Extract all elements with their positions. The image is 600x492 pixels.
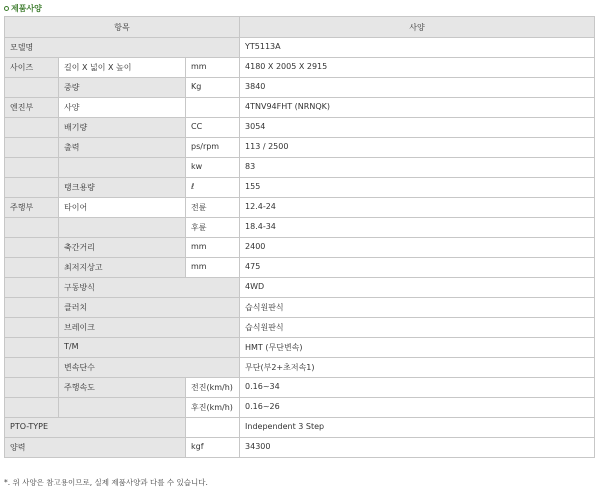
table-row: [5, 98, 595, 118]
sub-drive: 구동방식: [59, 278, 240, 298]
table-row: [5, 158, 595, 178]
unit-output: ps/rpm: [186, 138, 240, 158]
table-header-row: [5, 17, 595, 38]
unit-wheelbase: mm: [186, 238, 240, 258]
label-drivetrain: 주행부: [5, 198, 59, 218]
label-lift: 양력: [5, 438, 186, 458]
sub-weight: 중량: [59, 78, 186, 98]
unit-weight: Kg: [186, 78, 240, 98]
unit-size: mm: [186, 58, 240, 78]
section-title: 제품사양: [4, 3, 42, 15]
sub-tire: 타이어: [59, 198, 186, 218]
sub-displacement: 배기량: [59, 118, 186, 138]
sub-wheelbase: 축간거리: [59, 238, 186, 258]
value-speed-reverse: 0.16~26: [240, 398, 595, 418]
unit-tire-front: 전륜: [186, 198, 240, 218]
label-size: 사이즈: [5, 58, 59, 78]
table-row: [5, 38, 595, 58]
value-size: 4180 X 2005 X 2915: [240, 58, 595, 78]
unit-lift: kgf: [186, 438, 240, 458]
sub-size: 길이 X 넓이 X 높이: [59, 58, 186, 78]
value-tank: 155: [240, 178, 595, 198]
table-row: [5, 278, 595, 298]
value-tire-rear: 18.4-34: [240, 218, 595, 238]
table-row: [5, 318, 595, 338]
sub-clutch: 클러치: [59, 298, 240, 318]
label-pto: PTO-TYPE: [5, 418, 186, 438]
value-gears: 무단(부2+초저속1): [240, 358, 595, 378]
table-row: [5, 438, 595, 458]
spec-table: [4, 16, 595, 458]
circle-bullet-icon: [4, 6, 9, 11]
unit-tire-rear: 후륜: [186, 218, 240, 238]
table-row: [5, 58, 595, 78]
value-displacement: 3054: [240, 118, 595, 138]
value-engine: 4TNV94FHT (NRNQK): [240, 98, 595, 118]
table-row: [5, 358, 595, 378]
sub-tm: T/M: [59, 338, 240, 358]
table-row: [5, 218, 595, 238]
disclaimer-note: *. 위 사양은 참고용이므로, 실제 제품사양과 다를 수 있습니다.: [4, 478, 208, 487]
unit-tank: ℓ: [186, 178, 240, 198]
label-engine: 엔진부: [5, 98, 59, 118]
sub-engine: 사양: [59, 98, 186, 118]
header-item: 항목: [5, 17, 240, 38]
table-row: [5, 418, 595, 438]
sub-brake: 브레이크: [59, 318, 240, 338]
table-row: [5, 78, 595, 98]
value-tm: HMT (무단변속): [240, 338, 595, 358]
header-spec: 사양: [240, 17, 595, 38]
value-clutch: 습식원판식: [240, 298, 595, 318]
sub-output: 출력: [59, 138, 186, 158]
table-row: [5, 398, 595, 418]
sub-gears: 변속단수: [59, 358, 240, 378]
table-row: [5, 298, 595, 318]
label-model: 모델명: [5, 38, 240, 58]
sub-tank: 탱크용량: [59, 178, 186, 198]
value-brake: 습식원판식: [240, 318, 595, 338]
value-weight: 3840: [240, 78, 595, 98]
value-clearance: 475: [240, 258, 595, 278]
value-output: 113 / 2500: [240, 138, 595, 158]
sub-clearance: 최저지상고: [59, 258, 186, 278]
value-output-kw: 83: [240, 158, 595, 178]
table-row: [5, 198, 595, 218]
value-drive: 4WD: [240, 278, 595, 298]
value-pto: Independent 3 Step: [240, 418, 595, 438]
table-row: [5, 258, 595, 278]
table-row: [5, 138, 595, 158]
unit-speed-forward: 전진(km/h): [186, 378, 240, 398]
value-speed-forward: 0.16~34: [240, 378, 595, 398]
sub-speed: 주행속도: [59, 378, 186, 398]
value-model: YT5113A: [240, 38, 595, 58]
unit-speed-reverse: 후진(km/h): [186, 398, 240, 418]
unit-output-kw: kw: [186, 158, 240, 178]
value-lift: 34300: [240, 438, 595, 458]
table-row: [5, 338, 595, 358]
table-row: [5, 118, 595, 138]
value-wheelbase: 2400: [240, 238, 595, 258]
table-row: [5, 378, 595, 398]
unit-clearance: mm: [186, 258, 240, 278]
table-row: [5, 238, 595, 258]
unit-displacement: CC: [186, 118, 240, 138]
value-tire-front: 12.4-24: [240, 198, 595, 218]
table-row: [5, 178, 595, 198]
